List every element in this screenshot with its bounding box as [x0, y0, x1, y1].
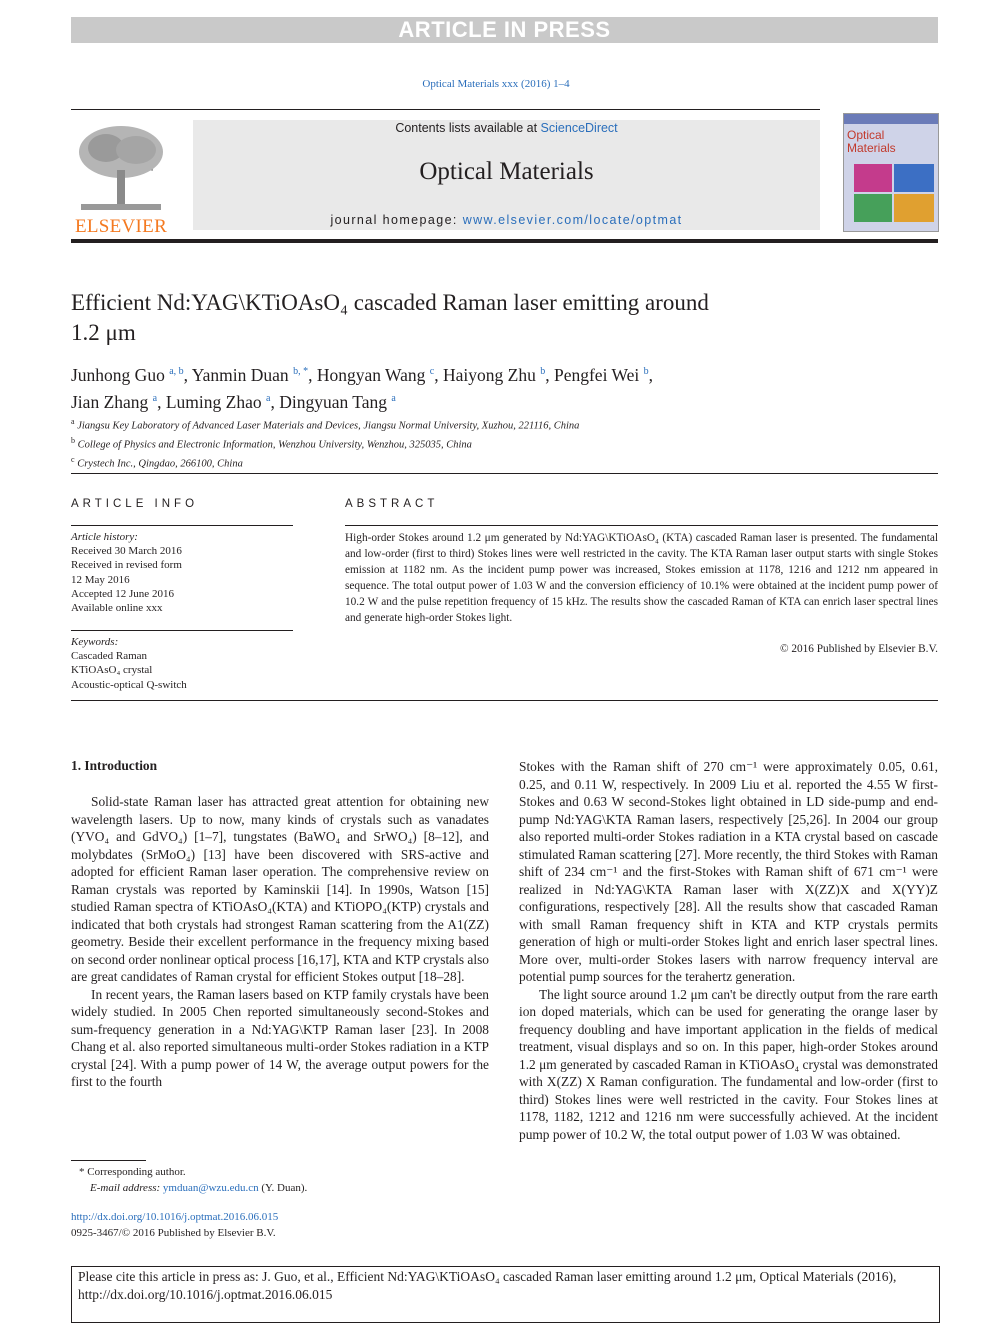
keywords-rule [71, 630, 293, 631]
keywords-label: Keywords: [71, 636, 119, 648]
journal-title: Optical Materials [419, 158, 594, 185]
footnote-rule [71, 1160, 146, 1161]
article-in-press-banner: ARTICLE IN PRESS [71, 17, 938, 43]
keyword: Cascaded Raman [71, 650, 148, 663]
author[interactable]: Haiyong Zhu $^b$, [443, 364, 550, 385]
email-line [90, 1181, 307, 1197]
keyword: KTiOAsO₄ crystal [71, 664, 153, 677]
paragraph: In recent years, the Raman lasers based on KTP family crystals have been widely studied. In 2005 Chen reported simultaneously second-Stokes and sum-frequency generation in a Nd:YAG\KTP Raman laser [23]. In 2008 Chang et al. also reported simultaneous multi-order Stokes radiation in a KTP crystal [24]. With a pump power of 14 W, the average output powers for the first to the fourth [71, 986, 489, 1089]
author[interactable]: Jian Zhang $^a$, [71, 391, 162, 412]
author[interactable]: Dingyuan Tang $^a$ [279, 391, 396, 412]
section-heading: 1. Introduction [71, 758, 158, 773]
left-column [71, 793, 489, 1091]
tree-icon [71, 120, 171, 212]
affiliation: $^c$ Crystech Inc., Qingdao, 266100, China [71, 455, 243, 470]
paragraph: The light source around 1.2 μm can't be directly output from the rare earth ion doped materials, which can be used for generating the orange laser by frequency doubling and have important application in the fields of medical treatment, visual displays and so on. In this paper, high-order Stokes around 1.2 μm generated by cascaded Raman in KTiOAsO₄ crystal was demonstrated with X(ZZ) X Raman configuration. The fundamental and low-order (first to third) Stokes lines were well restricted in the cavity. Four Stokes lines at 1178, 1182, 1212 and 1216 nm were successfully achieved. At the incident pump power of 10.2 W, the total output power of 1.03 W was obtained. [519, 986, 938, 1142]
sciencedirect-link[interactable]: ScienceDirect [540, 121, 618, 135]
title-line-2: 1.2 μm [71, 320, 136, 345]
email-label: E-mail address: [90, 1182, 163, 1194]
email-link[interactable]: ymduan@wzu.edu.cn [162, 1182, 259, 1194]
rule-after-abstract [71, 700, 938, 701]
author[interactable]: Pengfei Wei $^b$, [553, 364, 653, 385]
copyright: © 2016 Published by Elsevier B.V. [779, 643, 938, 655]
article-info-heading: ARTICLE INFO [71, 498, 199, 510]
header-rule-top [71, 109, 820, 110]
affiliation: $^a$ Jiangsu Key Laboratory of Advanced Laser Materials and Devices, Jiangsu Normal University, Xuzhou, 221116, China [71, 417, 580, 432]
issn-line: 0925-3467/© 2016 Published by Elsevier B.V. [71, 1227, 276, 1239]
homepage-link[interactable]: www.elsevier.com/locate/optmat [462, 213, 683, 227]
doi-link[interactable]: http://dx.doi.org/10.1016/j.optmat.2016.06.015 [71, 1211, 279, 1223]
citation-notice: Please cite this article in press as: J. Guo, et al., Efficient Nd:YAG\KTiOAsO₄ cascaded Raman laser emitting around 1.2 μm, Optical Materials (2016), http://dx.doi.org/10.1016/j.optmat.2016.06.015 [71, 1266, 940, 1323]
email-suffix: (Y. Duan). [258, 1182, 308, 1194]
homepage-label: journal homepage: [330, 213, 463, 227]
history-item: 12 May 2016 [71, 573, 130, 586]
right-column [519, 758, 938, 1143]
author[interactable]: Hongyan Wang $^c$, [316, 364, 439, 385]
cover-title: Optical Materials [847, 128, 896, 155]
elsevier-wordmark: ELSEVIER [74, 216, 168, 237]
article-history [71, 530, 293, 615]
affiliations [71, 415, 931, 472]
history-item: Received in revised form [71, 559, 182, 572]
keyword: Acoustic-optical Q-switch [71, 678, 187, 691]
abstract-heading: ABSTRACT [345, 498, 439, 510]
affiliation: $^b$ College of Physics and Electronic Information, Wenzhou University, Wenzhou, 325035, China [71, 436, 472, 451]
paragraph: Stokes with the Raman shift of 270 cm⁻¹ were approximately 0.05, 0.61, 0.25, and 0.11 W, respectively. In 2009 Liu et al. reported the 4.55 W first-Stokes and 0.63 W second-Stokes light obtained in LD side-pump and end-pump Nd:YAG\KTA Raman lasers, respectively [25,26]. In 2004 our group also reported multi-order Stokes radiation in a KTA crystal based on cascade stimulated Raman scattering [27]. More recently, the third Stokes with Raman shift of 234 cm⁻¹ and the first-Stokes with Raman shift of 671 cm⁻¹ were realized in Nd:YAG\KTA Raman laser with X(ZZ)X and X(YY)Z configurations, respectively [28]. All the results show that cascaded Raman with small Raman frequency shift in KTA and KTP crystals permits generation of high or multi-order Stokes light and enrich laser spectral lines. More over, multi-order Stokes lasers with narrow frequency interval are potential pump sources for the terahertz generation. [519, 759, 938, 984]
author[interactable]: Luming Zhao $^a$, [165, 391, 275, 412]
journal-cover[interactable] [843, 113, 939, 232]
article-title [71, 288, 871, 348]
abstract-rule [345, 525, 938, 526]
title-line-1: Efficient Nd:YAG\KTiOAsO₄ cascaded Raman laser emitting around [71, 290, 709, 315]
rule-after-affiliations [71, 473, 938, 474]
journal-homepage [193, 213, 820, 227]
author[interactable]: Yanmin Duan $^{b, *}$, [191, 364, 313, 385]
abstract-text: High-order Stokes around 1.2 μm generated by Nd:YAG\KTiOAsO₄ (KTA) cascaded Raman laser is presented. The fundamental and low-order (first to third) Stokes lines were well restricted in the cavity. The KTA Raman laser output starts with single Stokes emission at 1182 nm. As the incident pump power was increased, Stokes emission at 1178, 1216 and 1212 nm appeared in sequence. The total output power of 1.03 W and the conversion efficiency of 10.1% were obtained at the incident pump power of 10.2 W and the pulse repetition frequency of 15 kHz. The results show the cascaded Raman of KTA can enrich laser spectral lines and generate high-order Stokes light. [345, 532, 938, 625]
journal-reference[interactable]: Optical Materials xxx (2016) 1–4 [422, 78, 570, 90]
contents-line [193, 121, 820, 135]
history-item: Available online xxx [71, 602, 163, 615]
header-rule-thick [71, 239, 938, 243]
history-item: Received 30 March 2016 [71, 545, 182, 558]
article-info-rule [71, 525, 293, 526]
author-list [71, 360, 911, 414]
author[interactable]: Junhong Guo $^{a, b}$, [71, 364, 189, 385]
history-label: Article history: [71, 531, 138, 543]
elsevier-logo[interactable] [71, 120, 171, 237]
keywords [71, 635, 293, 692]
paragraph: Solid-state Raman laser has attracted great attention for obtaining new wavelength lasers. Up to now, many kinds of crystals such as vanadates (YVO₄ and GdVO₄) [1–7], tungstates (BaWO₄ and SrWO₄) [8–12], and molybdates (SrMoO₄) [13] have been discovered with SRS-active and adopted for efficient Raman laser operation. The comprehensive review on Raman crystals was reported by Kaminskii [14]. In 1990s, Watson [15] studied Raman spectra of KTiOAsO₄(KTA) and KTiOPO₄(KTP) crystals and indicated that both crystals had strongest Raman scattering from the A1(ZZ) geometry. Beside their excellent performance in the frequency mixing based on second order nonlinear optical process [16,17], KTA and KTP crystals also are great candidates of Raman crystal for efficient Stokes output [18–28]. [71, 794, 489, 984]
corresponding-author: * Corresponding author. [79, 1166, 186, 1178]
history-item: Accepted 12 June 2016 [71, 587, 174, 600]
contents-prefix: Contents lists available at [395, 121, 541, 135]
